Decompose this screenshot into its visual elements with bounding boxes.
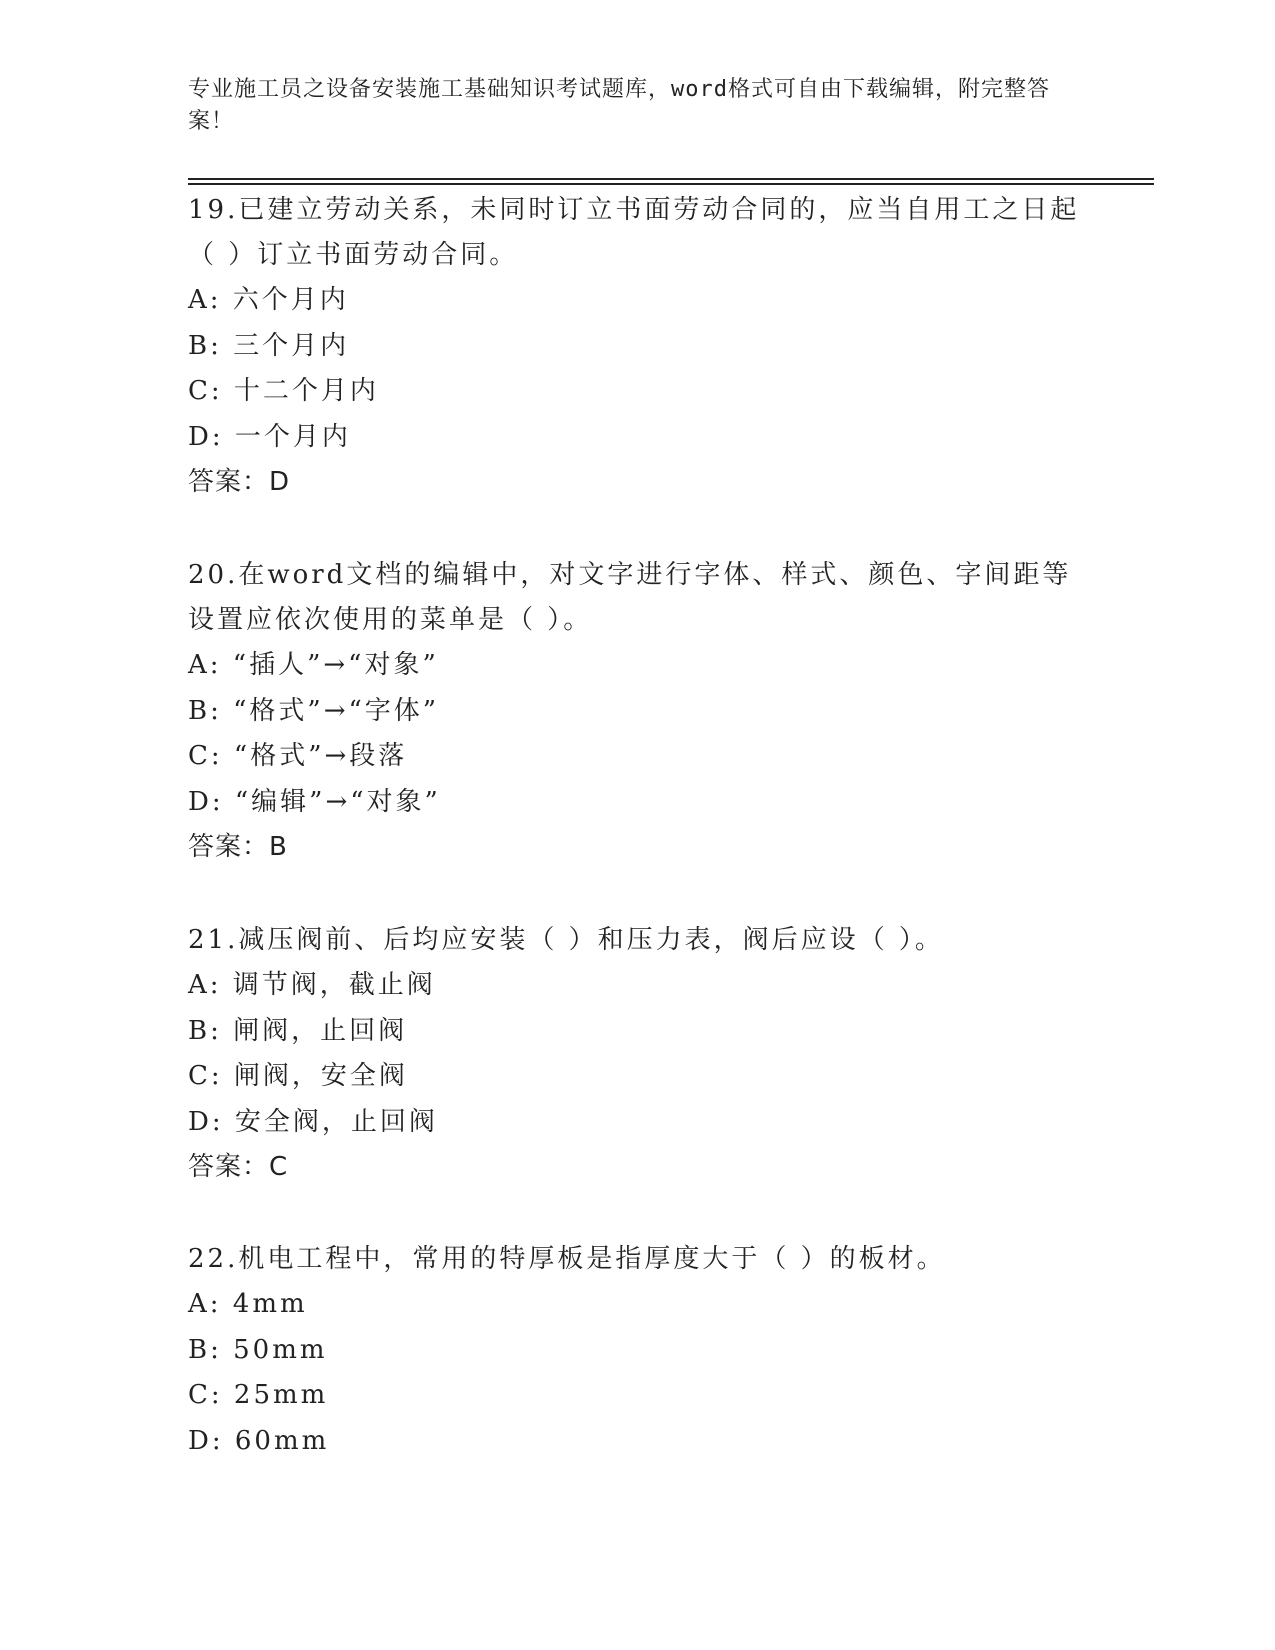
answer-line: 答案：B (188, 832, 288, 862)
option-b: B: “格式”→“字体” (188, 695, 440, 726)
answer-line: 答案：C (188, 1152, 289, 1182)
option-a: A: “插人”→“对象” (188, 650, 439, 680)
question-22 (188, 1237, 1088, 1464)
option-c: C: 十二个月内 (188, 376, 379, 406)
question-19 (188, 188, 1088, 505)
option-c: C: 25mm (188, 1380, 329, 1410)
question-21 (188, 918, 1088, 1190)
header-divider-bottom (188, 183, 1154, 185)
option-d: D: “编辑”→“对象” (188, 786, 441, 817)
option-a: A: 六个月内 (188, 285, 349, 315)
option-b: B: 闸阀，止回阀 (188, 1015, 408, 1046)
option-a: A: 调节阀，截止阀 (188, 970, 436, 1000)
option-b: B: 50mm (188, 1334, 328, 1365)
answer-line: 答案：D (188, 467, 291, 497)
question-stem: 20.在word文档的编辑中，对文字进行字体、样式、颜色、字间距等设置应依次使用的菜单是（ ）。 (188, 560, 1072, 635)
option-d: D: 60mm (188, 1425, 330, 1456)
option-d: D: 安全阀，止回阀 (188, 1106, 438, 1137)
question-stem: 19.已建立劳动关系，未同时订立书面劳动合同的，应当自用工之日起（ ）订立书面劳动合同。 (188, 195, 1080, 270)
question-20 (188, 553, 1088, 870)
document-header: 专业施工员之设备安装施工基础知识考试题库，word格式可自由下载编辑，附完整答案！ (188, 77, 1050, 134)
option-c: C: “格式”→段落 (188, 741, 408, 771)
option-d: D: 一个月内 (188, 421, 351, 452)
header-divider-top (188, 178, 1154, 180)
option-b: B: 三个月内 (188, 330, 350, 361)
option-c: C: 闸阀，安全阀 (188, 1061, 408, 1091)
question-stem: 22.机电工程中，常用的特厚板是指厚度大于（ ）的板材。 (188, 1244, 946, 1274)
question-stem: 21.减压阀前、后均应安装（ ）和压力表，阀后应设（ ）。 (188, 925, 944, 955)
option-a: A: 4mm (188, 1289, 308, 1319)
